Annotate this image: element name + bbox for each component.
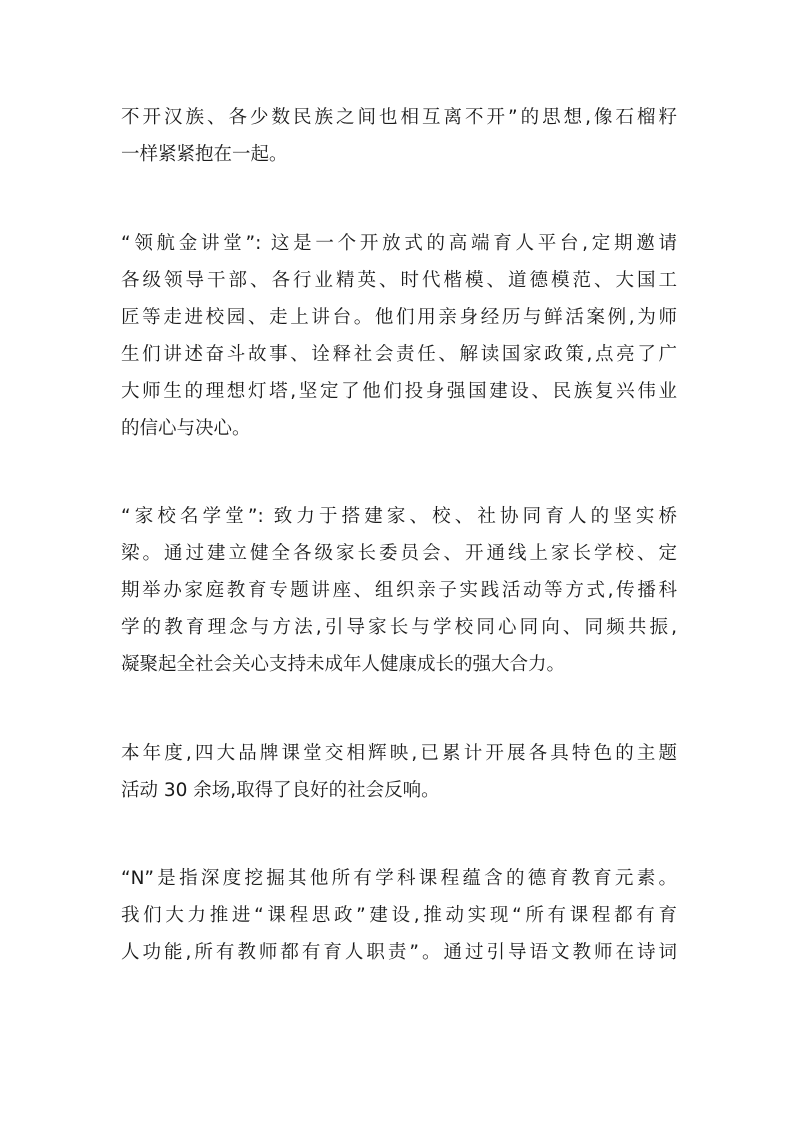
paragraph-3-line-5: 凝聚起全社会关心支持未成年人健康成长的强大合力。 bbox=[121, 654, 566, 675]
paragraph-2-line-1: “领航金讲堂”: 这是一个开放式的高端育人平台,定期邀请 bbox=[121, 233, 677, 254]
paragraph-3-line-1: “家校名学堂”: 致力于搭建家、校、社协同育人的坚实桥 bbox=[121, 506, 677, 527]
paragraph-3-line-2: 梁。通过建立健全各级家长委员会、开通线上家长学校、定 bbox=[121, 543, 677, 564]
paragraph-5-line-2: 我们大力推进“课程思政”建设,推动实现“所有课程都有育 bbox=[121, 905, 677, 926]
paragraph-2-line-5: 大师生的理想灯塔,坚定了他们投身强国建设、民族复兴伟业 bbox=[121, 381, 677, 402]
paragraph-2-line-4: 生们讲述奋斗故事、诠释社会责任、解读国家政策,点亮了广 bbox=[121, 344, 677, 365]
paragraph-3-line-4: 学的教育理念与方法,引导家长与学校同心同向、同频共振, bbox=[121, 617, 677, 638]
paragraph-2-line-6: 的信心与决心。 bbox=[121, 418, 251, 439]
paragraph-3-line-3: 期举办家庭教育专题讲座、组织亲子实践活动等方式,传播科 bbox=[121, 580, 677, 601]
paragraph-4-line-1: 本年度,四大品牌课堂交相辉映,已累计开展各具特色的主题 bbox=[121, 743, 677, 764]
paragraph-2-line-2: 各级领导干部、各行业精英、时代楷模、道德模范、大国工 bbox=[121, 270, 677, 291]
paragraph-4-line-2: 活动 30 余场,取得了良好的社会反响。 bbox=[121, 780, 440, 801]
paragraph-5-line-1: “N”是指深度挖掘其他所有学科课程蕴含的德育教育元素。 bbox=[121, 868, 677, 889]
paragraph-2-line-3: 匠等走进校园、走上讲台。他们用亲身经历与鲜活案例,为师 bbox=[121, 307, 677, 328]
paragraph-5-line-3: 人功能,所有教师都有育人职责”。通过引导语文教师在诗词 bbox=[121, 942, 677, 963]
paragraph-1-line-1: 不开汉族、各少数民族之间也相互离不开”的思想,像石榴籽 bbox=[121, 107, 677, 128]
paragraph-1-line-2: 一样紧紧抱在一起。 bbox=[121, 144, 288, 165]
